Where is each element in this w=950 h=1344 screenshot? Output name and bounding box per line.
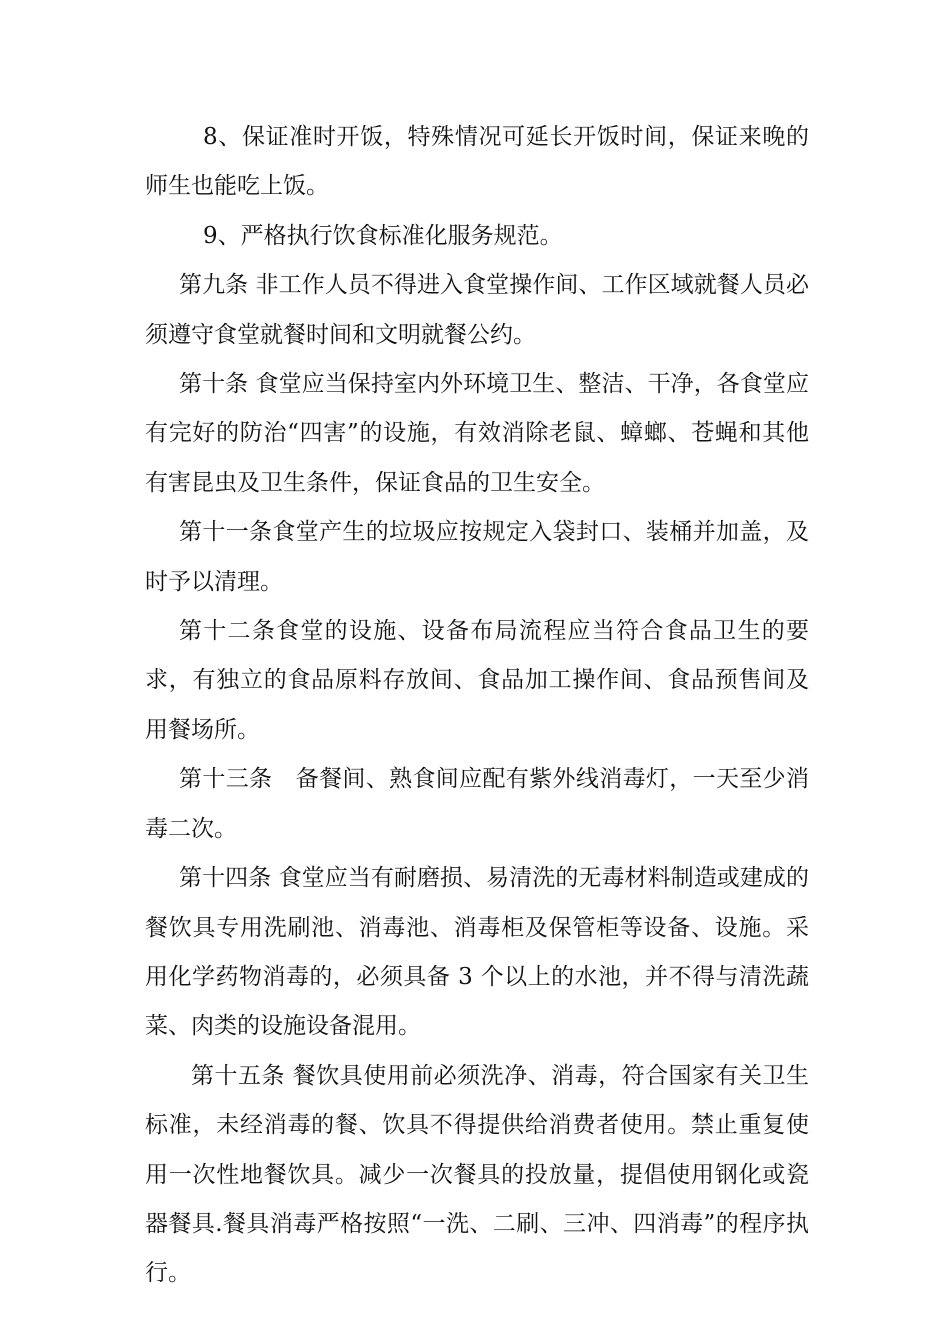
document-body	[145, 113, 809, 1299]
paragraph-item-9: 9、严格执行饮食标准化服务规范。	[203, 222, 563, 249]
paragraph-article-12: 第十二条食堂的设施、设备布局流程应当符合食品卫生的要求，有独立的食品原料存放间、食品加工操作间、食品预售间及用餐场所。	[145, 618, 809, 743]
paragraph-article-13: 第十三条 备餐间、熟食间应配有紫外线消毒灯，一天至少消毒二次。	[145, 766, 809, 842]
paragraph-article-9: 第九条 非工作人员不得进入食堂操作间、工作区域就餐人员必须遵守食堂就餐时间和文明就餐公约。	[145, 272, 809, 348]
paragraph-article-10: 第十条 食堂应当保持室内外环境卫生、整洁、干净，各食堂应有完好的防治“四害”的设施，有效消除老鼠、蟑螂、苍蝇和其他有害昆虫及卫生条件，保证食品的卫生安全。	[145, 371, 809, 496]
paragraph-article-11: 第十一条食堂产生的垃圾应按规定入袋封口、装桶并加盖，及时予以清理。	[145, 519, 809, 595]
paragraph-item-8: 8、保证准时开饭，特殊情况可延长开饭时间，保证来晚的师生也能吃上饭。	[145, 124, 809, 200]
paragraph-article-14: 第十四条 食堂应当有耐磨损、易清洗的无毒材料制造或建成的餐饮具专用洗刷池、消毒池、消毒柜及保管柜等设备、设施。采用化学药物消毒的，必须具备 3 个以上的水池，并不得与清洗蔬菜、肉类的设施设备混用。	[145, 865, 809, 1040]
paragraph-article-15: 第十五条 餐饮具使用前必须洗净、消毒，符合国家有关卫生标准，未经消毒的餐、饮具不得提供给消费者使用。禁止重复使用一次性地餐饮具。减少一次餐具的投放量，提倡使用钢化或瓷器餐具.餐具消毒严格按照“一洗、二刷、三冲、四消毒”的程序执行。	[145, 1062, 809, 1287]
